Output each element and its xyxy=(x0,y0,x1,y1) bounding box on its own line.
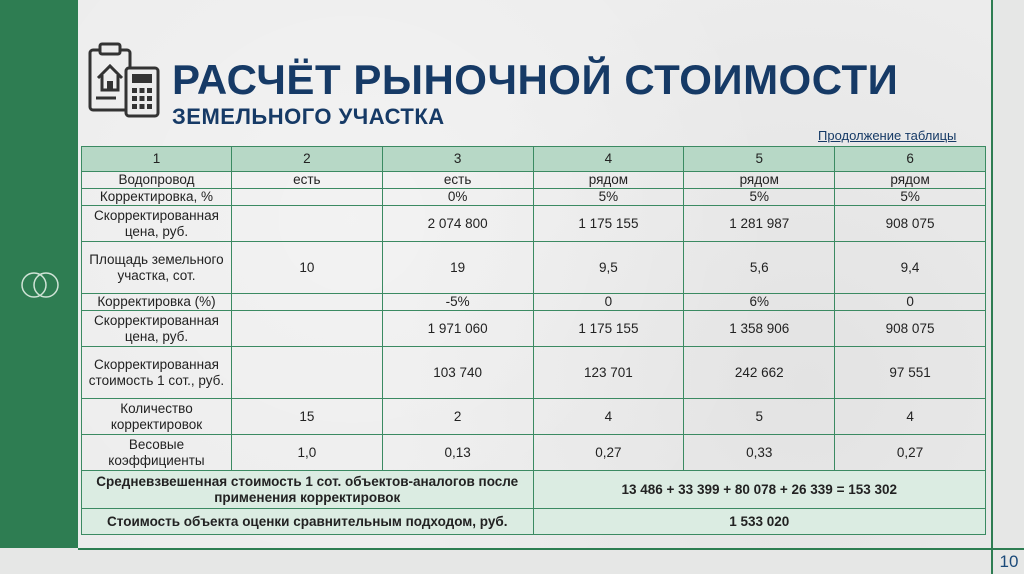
house-calculator-icon xyxy=(86,40,166,120)
table-cell: 908 075 xyxy=(835,311,986,347)
table-row xyxy=(82,172,986,189)
table-cell: 5 xyxy=(684,399,835,435)
table-cell: 2 xyxy=(382,399,533,435)
table-cell: 0 xyxy=(835,294,986,311)
table-cell: 242 662 xyxy=(684,347,835,399)
table-cell: 15 xyxy=(231,399,382,435)
result-label: Стоимость объекта оценки сравнительным подходом, руб. xyxy=(82,509,534,535)
table-row xyxy=(82,189,986,206)
table-cell: 0,27 xyxy=(533,435,684,471)
table-cell: рядом xyxy=(684,172,835,189)
table-cell: 4 xyxy=(835,399,986,435)
table-cell: 97 551 xyxy=(835,347,986,399)
page-number: 10 xyxy=(999,552,1019,571)
row-label: Площадь земельного участка, сот. xyxy=(82,242,232,294)
table-row xyxy=(82,311,986,347)
table-row xyxy=(82,242,986,294)
table-row xyxy=(82,206,986,242)
weighted-average-label: Средневзвешенная стоимость 1 сот. объектов-аналогов после применения корректировок xyxy=(82,471,534,509)
table-cell: 9,4 xyxy=(835,242,986,294)
table-cell xyxy=(231,189,382,206)
table-cell: 0 xyxy=(533,294,684,311)
table-cell: 123 701 xyxy=(533,347,684,399)
header-cell: 2 xyxy=(231,147,382,172)
table-cell: рядом xyxy=(533,172,684,189)
weighted-average-row xyxy=(82,471,986,509)
table-cell xyxy=(231,206,382,242)
row-label: Корректировка (%) xyxy=(82,294,232,311)
table-cell: 10 xyxy=(231,242,382,294)
weighted-average-value: 13 486 + 33 399 + 80 078 + 26 339 = 153 302 xyxy=(533,471,985,509)
table-cell: 1 175 155 xyxy=(533,311,684,347)
table-cell: 0,27 xyxy=(835,435,986,471)
table-row xyxy=(82,399,986,435)
table-cell: 1,0 xyxy=(231,435,382,471)
bottom-border-line xyxy=(78,548,1024,550)
table-cell: 5% xyxy=(684,189,835,206)
table-cell: рядом xyxy=(835,172,986,189)
header-cell: 6 xyxy=(835,147,986,172)
table-cell: есть xyxy=(382,172,533,189)
table-cell xyxy=(231,347,382,399)
row-label: Скорректированная стоимость 1 сот., руб. xyxy=(82,347,232,399)
row-label: Водопровод xyxy=(82,172,232,189)
table-cell: есть xyxy=(231,172,382,189)
table-cell: 5% xyxy=(533,189,684,206)
table-cell: 9,5 xyxy=(533,242,684,294)
table-cell: 1 281 987 xyxy=(684,206,835,242)
table-cell: 19 xyxy=(382,242,533,294)
table-cell: 908 075 xyxy=(835,206,986,242)
row-label: Скорректированная цена, руб. xyxy=(82,311,232,347)
table-cell: 5,6 xyxy=(684,242,835,294)
table-cell: 1 358 906 xyxy=(684,311,835,347)
table-cell: 0% xyxy=(382,189,533,206)
table-cell: 4 xyxy=(533,399,684,435)
result-value: 1 533 020 xyxy=(533,509,985,535)
header-cell: 1 xyxy=(82,147,232,172)
row-label: Весовые коэффициенты xyxy=(82,435,232,471)
row-label: Количество корректировок xyxy=(82,399,232,435)
table-cell: 2 074 800 xyxy=(382,206,533,242)
result-row xyxy=(82,509,986,535)
table-header-row xyxy=(82,147,986,172)
table-cell: -5% xyxy=(382,294,533,311)
table-cell: 103 740 xyxy=(382,347,533,399)
overlapping-circles-icon xyxy=(20,265,60,305)
table-continuation-note: Продолжение таблицы xyxy=(818,128,957,143)
row-label: Корректировка, % xyxy=(82,189,232,206)
table-cell: 1 175 155 xyxy=(533,206,684,242)
header-cell: 4 xyxy=(533,147,684,172)
table-row xyxy=(82,294,986,311)
table-cell: 0,13 xyxy=(382,435,533,471)
header-cell: 5 xyxy=(684,147,835,172)
table-cell: 5% xyxy=(835,189,986,206)
page-subtitle: ЗЕМЕЛЬНОГО УЧАСТКА xyxy=(172,104,445,129)
table-cell: 0,33 xyxy=(684,435,835,471)
left-band-footer xyxy=(0,548,78,574)
table-cell: 6% xyxy=(684,294,835,311)
valuation-table xyxy=(81,146,986,535)
table-row xyxy=(82,347,986,399)
header-cell: 3 xyxy=(382,147,533,172)
row-label: Скорректированная цена, руб. xyxy=(82,206,232,242)
table-cell: 1 971 060 xyxy=(382,311,533,347)
table-cell xyxy=(231,294,382,311)
table-row xyxy=(82,435,986,471)
table-cell xyxy=(231,311,382,347)
right-border-line xyxy=(991,0,993,574)
page-title: РАСЧЁТ РЫНОЧНОЙ СТОИМОСТИ xyxy=(172,56,899,103)
